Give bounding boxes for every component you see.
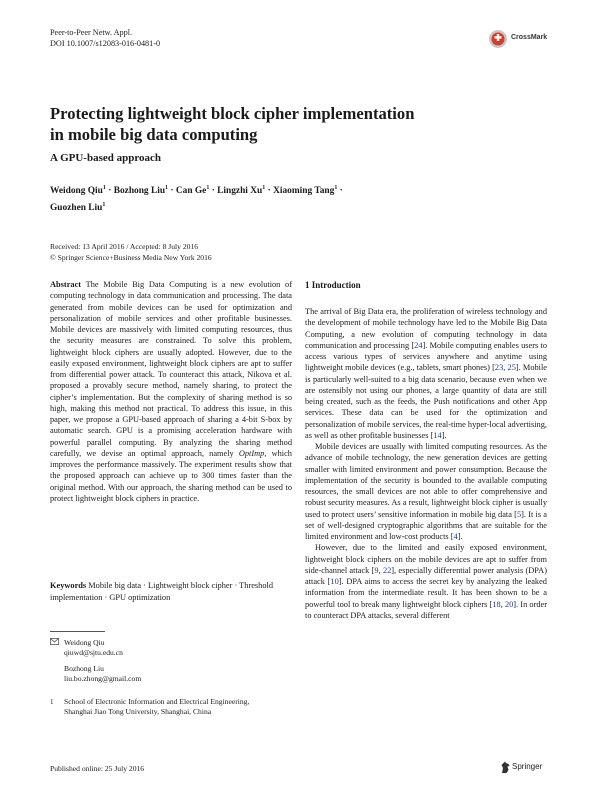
author[interactable]: Guozhen Liu$^1$ (50, 202, 106, 214)
affiliation-number: 1 (50, 698, 54, 706)
author-separator: · (211, 186, 215, 197)
springer-logo (500, 761, 550, 775)
journal-header (50, 27, 160, 49)
citation-link[interactable]: 22 (382, 565, 392, 575)
abstract-text: The Mobile Big Data Computing is a new evolution of computing technology in data communication and processing. The data generated from mobile devices can be used for optimization and personalization of mobile services and other profitable businesses. Mobile devices are massively with limited computing resources, thus the security measures are constrained. To solve this problem, lightweight block ciphers are usually adopted. However, due to the easily exposed environment, lightweight block ciphers are apt to suffer from differential power attack. To counteract this attack, Nikova et al. proposed a provably secure method, namely sharing, to protect the cipher’s implementation. But the complexity of sharing method is so high, making this method not practical. To address this issue, in this paper, we propose a GPU-based approach of sharing a 4-bit S-box by automatic search. GPU is a promising acceleration hardware with powerful parallel computing. By analyzing the sharing method carefully, we devise an optimal approach, namely (50, 280, 293, 458)
published-online: Published online: 25 July 2016 (50, 764, 145, 773)
affiliation-note (50, 697, 292, 718)
received-accepted: Received: 13 April 2016 / Accepted: 8 July 2016 (50, 242, 199, 251)
crossmark-label: CrossMark (511, 34, 548, 41)
introduction (305, 279, 547, 621)
paragraph: Mobile devices are usually with limited computing resources. As the advance of mobile technology, the new generation devices are getting smaller with limited environment and power consumption. Because the implementation of the security is bounded to the available computing resources, the small devices are not able to offer comprehensive and robust security measures. As a result, lightweight block cipher is usually used to protect users’ sensitive information in mobile big data [5]. It is a set of well-designed cryptographic algorithms that are suitable for the limited environment and low-cost products [4]. (305, 442, 547, 541)
corresponding-author-note (50, 638, 292, 659)
crossmark-badge[interactable] (488, 29, 548, 49)
abstract-label: Abstract (50, 280, 82, 289)
abstract-method-name: OptImp (238, 448, 265, 458)
author-separator: · (267, 186, 271, 197)
doi[interactable]: DOI 10.1007/s12083-016-0481-0 (50, 39, 161, 48)
citation-link[interactable]: 18 (492, 599, 501, 609)
author[interactable]: Bozhong Liu$^1$ (113, 185, 169, 197)
springer-horse-icon (500, 761, 511, 774)
author[interactable]: Xiaoming Tang$^1$ (273, 185, 338, 197)
author[interactable]: Can Ge$^1$ (175, 185, 210, 197)
author[interactable]: Weidong Qiu$^1$ (50, 185, 106, 197)
publisher-name: Springer (512, 762, 543, 771)
title-line-2: in mobile big data computing (50, 125, 258, 144)
affiliation-line: Shanghai Jiao Tong University, Shanghai, China (64, 707, 212, 717)
second-author-name: Bozhong Liu (64, 664, 104, 673)
paper-subtitle: A GPU-based approach (50, 152, 162, 164)
paragraph: However, due to the limited and easily exposed environment, lightweight block ciphers on the mobile devices are apt to suffer from side-channel attack [9, 22], especially differential power analysis (DPA) attack [10]. DPA aims to access the secret key by analyzing the leaked information from the intermediate result. It has been shown to be a powerful tool to break many lightweight block ciphers [18, 20]. In order to counteract DPA attacks, several different (305, 543, 548, 620)
paper-title (50, 103, 530, 145)
second-author-note (50, 664, 292, 685)
author-list (50, 181, 470, 215)
affiliation-line: School of Electronic Information and Electrical Engineering, (64, 697, 250, 706)
keywords-text: Mobile big data · Lightweight block cipher · Threshold implementation · GPU optimization (50, 581, 274, 602)
citation-link[interactable]: 4 (453, 532, 458, 541)
author-separator: · (339, 186, 343, 197)
crossmark-icon (488, 29, 508, 49)
paragraph: The arrival of Big Data era, the proliferation of wireless technology and the development of mobile technology have led to the Mobile Big Data Computing, a new evolution of computing technology in data communication and processing [24]. Mobile computing enables users to access various types of services anywhere and anytime using lightweight mobile devices (e.g., tablets, smart phones) [23, 25]. Mobile is particularly well-suited to a big data scenario, because even when we are ostensibly not using our phones, a large quantity of data are still being created, such as the feeds, the Push notifications and other App services. These data can be used for the optimization and personalization of mobile services, the real-time hyper-local advertising, as well as other profitable businesses [14]. (305, 307, 548, 440)
title-line-1: Protecting lightweight block cipher implementation (50, 104, 415, 123)
envelope-icon (50, 638, 59, 648)
citation-link[interactable]: 23 (494, 363, 504, 373)
author[interactable]: Lingzhi Xu$^1$ (217, 185, 266, 197)
article-dates (50, 242, 212, 263)
citation-link[interactable]: 14 (433, 430, 442, 440)
citation-link[interactable]: 25 (507, 363, 516, 373)
section-heading: 1 Introduction (305, 280, 361, 290)
corresponding-author-email[interactable]: qiuwd@sjtu.edu.cn (64, 648, 123, 658)
footnote-rule (50, 631, 105, 632)
corresponding-author-name: Weidong Qiu (64, 638, 105, 647)
keywords (50, 580, 292, 604)
copyright: © Springer Science+Business Media New York 2016 (50, 252, 212, 262)
citation-link[interactable]: 9 (374, 565, 379, 575)
journal-name: Peer-to-Peer Netw. Appl. (50, 28, 133, 37)
abstract (50, 279, 292, 504)
keywords-label: Keywords (50, 581, 87, 590)
citation-link[interactable]: 10 (330, 577, 339, 586)
citation-link[interactable]: 20 (504, 599, 514, 609)
second-author-email[interactable]: liu.bo.zhong@gmail.com (64, 674, 142, 684)
author-separator: · (170, 186, 174, 197)
author-separator: · (108, 186, 112, 197)
abstract-text-end: , which improves the performance massively. The experiment results show that the proposed approach can achieve up to 300 times faster than the original method. With our approach, the sharing method can be used to protect lightweight block ciphers in practice. (50, 448, 292, 503)
citation-link[interactable]: 5 (516, 509, 522, 519)
citation-link[interactable]: 24 (414, 340, 423, 350)
